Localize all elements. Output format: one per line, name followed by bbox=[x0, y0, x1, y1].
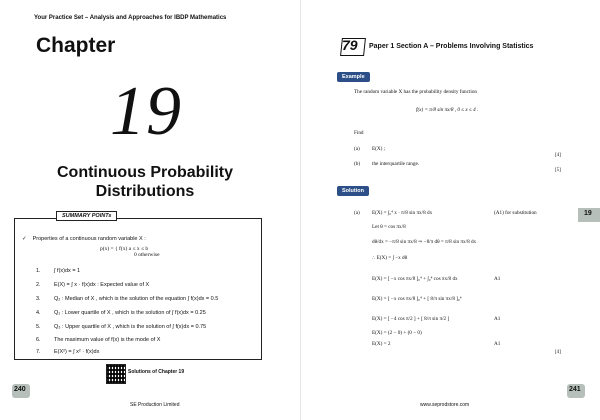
page-number: 240 bbox=[14, 386, 26, 393]
summary-tab: SUMMARY POINTs bbox=[56, 211, 117, 221]
part-label: (b) bbox=[354, 161, 361, 167]
solution-line: Let θ = cos πx/8 bbox=[372, 224, 406, 230]
solution-line: E(X) = [ −4 cos π/2 ] + [ 8/π sin π/2 ] bbox=[372, 316, 450, 322]
solution-label: Solution bbox=[337, 186, 369, 196]
solution-part-label: (a) bbox=[354, 210, 360, 216]
solution-note: A1 bbox=[494, 341, 501, 347]
chapter-number: 19 bbox=[110, 73, 182, 150]
part-marks: [5] bbox=[555, 168, 561, 173]
part-text: E(X) ; bbox=[372, 146, 386, 152]
solution-line: E(X) = [ −x cos πx/8 ]₀⁴ + [ 8/π sin πx/8 ]₀⁴ bbox=[372, 296, 462, 302]
chapter-title: Continuous Probability Distributions bbox=[57, 164, 233, 200]
part-text: the interquartile range. bbox=[372, 161, 420, 167]
part-label: (a) bbox=[354, 146, 360, 152]
property-item: 2. E(X) = ∫ x · f(x)dx : Expected value of X bbox=[36, 282, 150, 288]
part-marks: [4] bbox=[555, 153, 561, 158]
solution-line: ∴ E(X) = ∫ −x dθ bbox=[372, 255, 408, 261]
properties-heading-text: Properties of a continuous random variable X : bbox=[32, 236, 146, 242]
chapter-side-tab-label: 19 bbox=[584, 210, 592, 217]
pdf-equation: f(x) = π/8 sin πx/8 , 0 ≤ x ≤ 4 . bbox=[416, 107, 479, 113]
book-header: Your Practice Set – Analysis and Approaches for IBDP Mathematics bbox=[34, 15, 227, 21]
section-number: 79 bbox=[342, 37, 358, 53]
properties-heading bbox=[22, 236, 146, 242]
property-item: 5. Q₃ : Upper quartile of X , which is the solution of ∫ f(x)dx = 0.75 bbox=[36, 324, 207, 330]
page-gutter bbox=[300, 0, 301, 420]
example-intro: The random variable X has the probability density function bbox=[354, 89, 478, 95]
property-item: 3. Q₂ : Median of X , which is the solution of the equation ∫ f(x)dx = 0.5 bbox=[36, 296, 219, 302]
solution-line: E(X) = 2 bbox=[372, 341, 391, 347]
solution-note: A1 bbox=[494, 276, 501, 282]
qr-code-icon[interactable] bbox=[106, 364, 126, 384]
page-number: 241 bbox=[569, 386, 581, 393]
solution-line: E(X) = (2 − 0) + (0 − 0) bbox=[372, 330, 422, 336]
chapter-label: Chapter bbox=[36, 34, 116, 57]
property-item: 6. The maximum value of f(x) is the mode of X bbox=[36, 337, 161, 343]
solution-line: E(X) = [ −x cos πx/8 ]₀⁴ + ∫₀⁴ cos πx/8 dx bbox=[372, 276, 458, 282]
solution-note: A1 bbox=[494, 316, 501, 322]
final-marks: [4] bbox=[555, 350, 561, 355]
footer-website: www.seprodstore.com bbox=[420, 402, 470, 408]
solution-line: E(X) = ∫₀⁴ x · π/8 sin πx/8 dx bbox=[372, 210, 433, 216]
section-title: Paper 1 Section A – Problems Involving Statistics bbox=[369, 43, 534, 50]
pdf-line-2: 0 otherwise bbox=[134, 252, 160, 258]
solution-note: (A1) for substitution bbox=[494, 210, 537, 216]
find-label: Find bbox=[354, 130, 364, 136]
checkmark-icon: ✓ bbox=[22, 236, 27, 242]
example-label: Example bbox=[337, 72, 370, 82]
qr-label: Solutions of Chapter 19 bbox=[128, 369, 185, 375]
property-item: 7. E(X²) = ∫ x² · f(x)dx bbox=[36, 349, 100, 355]
pdf-definition bbox=[100, 246, 160, 258]
pdf-line-1: p(x) = { f(x) a ≤ x ≤ b bbox=[100, 246, 149, 252]
footer-publisher: SE Production Limited bbox=[130, 402, 180, 408]
solution-line: dθ/dx = −π/8 sin πx/8 ⇒ −8/π dθ = π/8 sin πx/8 dx bbox=[372, 239, 477, 245]
property-item: 1. ∫ f(x)dx = 1 bbox=[36, 268, 81, 274]
property-item: 4. Q₁ : Lower quartile of X , which is the solution of ∫ f(x)dx = 0.25 bbox=[36, 310, 206, 316]
